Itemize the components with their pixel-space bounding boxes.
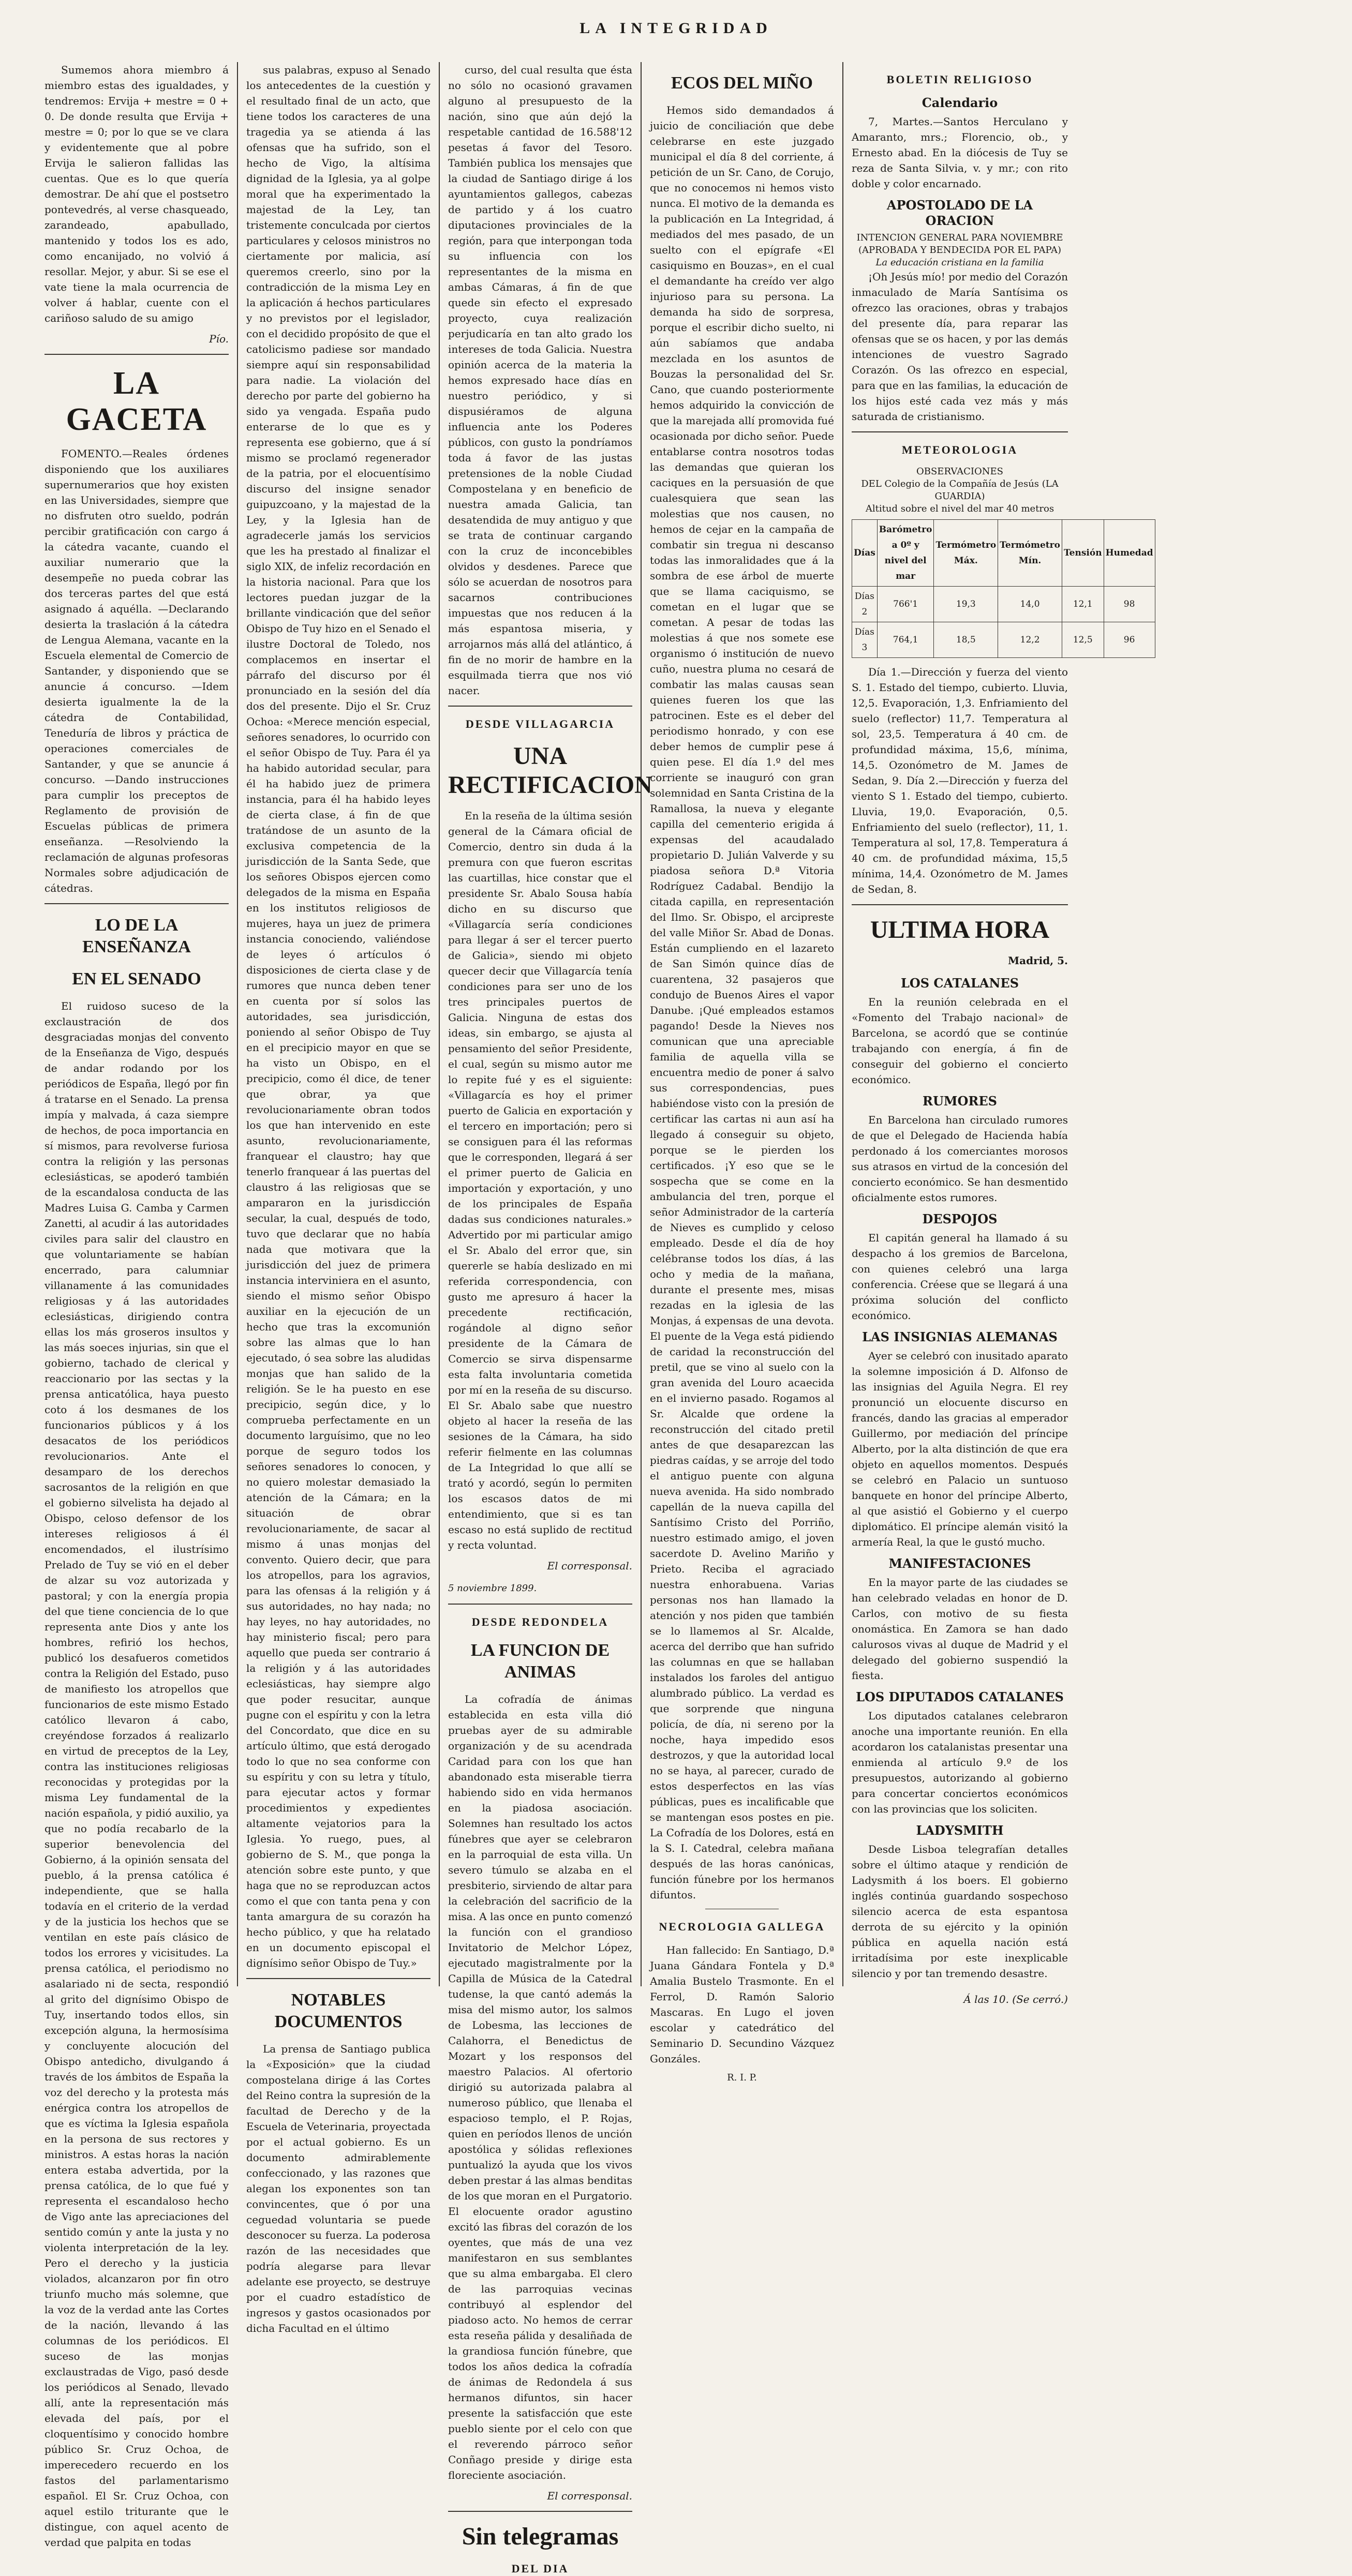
animas-text: La cofradía de ánimas establecida en esta villa dió pruebas ayer de su admirable organización y de su acendrada Caridad para con los que han abandonado esta miserable tierra habiendo sido en vida hermanos en la piadosa asociación. Solemnes han resultado los actos fúnebres que ayer se celebraron en la parroquial de esta villa. Un severo túmulo se alzaba en el presbiterio, sirviendo de altar para la celebración del sacrificio de la misa. A las once en punto comenzó la función con el grandioso Invitatorio de Melchor López, ejecutado magistralmente por la Capilla de Música de la Catedral tudense, la que cantó además la misa del mismo autor, los salmos de Lobesma, las lecciones de Calahorra, el Benedictus de Mozart y los responsos del maestro Palacios. Al ofertorio dirigió su autorizada palabra al numeroso público, que llenaba el espacioso templo, el P. Rojas, quien en períodos llenos de unción apostólica y sólidas reflexiones puntualizó la ayuda que los vivos deben prestar á las almas benditas de los que moran en el Purgatorio. El elocuente orador agustino excitó las fibras del corazón de los oyentes, que más de una vez manifestaron en sus semblantes que su alma embargaba. El clero de las parroquias vecinas contribuyó al esplendor del piadoso acto. No hemos de cerrar esta reseña pálida y desaliñada de la grandiosa función fúnebre, que todos los años dedica la cofradía de ánimas de Redondela á sus hermanos difuntos, sin hacer presente la satisfacción que este pueblo siente por el celo con que el reverendo párroco señor Conñago preside y dirige esta floreciente asociación.: [448, 1693, 632, 2481]
apostolado-text: ¡Oh Jesús mío! por medio del Corazón inmaculado de María Santísima os ofrezco las oraciones, obras y trabajos del presente día, para reparar las ofensas que se os hacen, y por las demás intenciones de vuestro Sagrado Corazón. Os las ofrezco en especial, para que en las familias, la educación de los hijos esté cada vez más y más saturada de cristianismo.: [852, 271, 1068, 423]
weather-cell: 766'1: [877, 587, 934, 622]
weather-cell: 96: [1104, 622, 1155, 658]
weather-cell: Días 2: [852, 587, 878, 622]
weather-header-cell: Humedad: [1104, 520, 1155, 587]
despojos-text: El capitán general ha llamado á su despacho á los gremios de Barcelona, con quienes celebró una larga conferencia. Créese que se llegará á una próxima solución del conflicto económico.: [852, 1232, 1068, 1322]
ladysmith-title: LADYSMITH: [916, 1823, 1004, 1838]
weather-cell: 12,1: [1062, 587, 1104, 622]
weather-row: [852, 622, 1155, 658]
weather-header-cell: Tensión: [1062, 520, 1104, 587]
diputados-text: Los diputados catalanes celebraron anoche una importante reunión. En ella acordaron los catalanistas presentar una enmienda al artículo 9.º de los presupuestos, autorizando al gobierno para concertar conciertos económicos con las provincias que los soliciten.: [852, 1710, 1068, 1815]
weather-text: Día 1.—Dirección y fuerza del viento S. 1. Estado del tiempo, cubierto. Lluvia, 12,5. Evaporación, 1,3. Enfriamiento del suelo (reflector) 11,7. Temperatura al sol, 23,5. Temperatura á 40 cm. de profundidad máxima, 15,6, mínima, 14,5. Ozonómetro de M. James de Sedan, 9. Día 2.—Dirección y fuerza del viento S 1. Estado del tiempo, cubierto. Lluvia, 19,0. Evaporación, 0,5. Enfriamiento del suelo (reflector), 11, 1. Temperatura al sol, 17,8. Temperatura á 40 cm. de profundidad máxima, 15,5 mínima, 14,4. Ozonómetro de M. James de Sedan, 8.: [852, 666, 1068, 895]
column-5: [843, 62, 1153, 2005]
manifestaciones-title: MANIFESTACIONES: [888, 1556, 1031, 1571]
column-3: [440, 62, 652, 2575]
rectificacion-signature: El corresponsal.: [547, 1560, 632, 1572]
observaciones-subtitle: DEL Colegio de la Compañía de Jesús (LA GUARDIA): [861, 478, 1059, 502]
animas-signature: El corresponsal.: [547, 2490, 632, 2502]
weather-cell: 98: [1104, 587, 1155, 622]
telegramas-heading: Sin telegramas: [462, 2523, 619, 2550]
divider: [246, 1978, 430, 1979]
divider: [448, 706, 632, 707]
weather-header-cell: Termómetro Mín.: [998, 520, 1062, 587]
weather-header-row: [852, 520, 1155, 587]
divider: [852, 431, 1068, 432]
calendario-title: Calendario: [922, 95, 998, 110]
weather-header-cell: Termómetro Máx.: [934, 520, 998, 587]
weather-cell: 18,5: [934, 622, 998, 658]
apostolado-intencion: La educación cristiana en la familia: [875, 257, 1044, 268]
ensenanza-text: El ruidoso suceso de la exclaustración de dos desgraciadas monjas del convento de la Enseñanza de Vigo, después de andar rodando por los periódicos de España, llegó por fin á tratarse en el Senado. La prensa impía y malvada, á caza siempre de hechos, de poca importancia en sí mismos, para revolverse furiosa contra la religión y las personas eclesiásticas, se apoderó también de la escandalosa conducta de las Madres Luisa G. Camba y Carmen Zanetti, al acudir á las autoridades civiles para salir del claustro en que voluntariamente se habían encerrado, para calumniar villanamente á las comunidades religiosas y á las autoridades eclesiásticas, dirigiendo contra ellas los más groseros insultos y las más soeces injurias, sin que el gobierno, tachado de clerical y reaccionario por las sectas y la prensa anticatólica, haya puesto coto á los desmanes de los funcionarios públicos y á los desacatos de los periódicos revolucionarios. Ante el desamparo de los derechos sacrosantos de la religión en que el gobierno silvelista ha dejado al Obispo, celoso defensor de los intereses religiosos á él encomendados, el ilustrísimo Prelado de Tuy se vió en el deber de alzar su voz autorizada y pastoral; y con la energía propia del que tiene conciencia de lo que representa ante Dios y ante los hombres, refirió los hechos, publicó los desafueros cometidos contra la Religión del Estado, puso de manifiesto los atropellos que funcionarios de este mismo Estado católico llevaron á cabo, creyéndose forzados á realizarlo en virtud de preceptos de la Ley, contra las instituciones religiosas reconocidas y protegidas por la misma Ley fundamental de la nación española, y pidió auxilio, ya que no podía recabarlo de la superior benevolencia del Gobierno, á la opinión sensata del pueblo, á la prensa católica é independiente, que se halla todavía en el criterio de la verdad y de la justicia los hechos que se ventilan en este país clásico de todos los errores y vicisitudes. La prensa católica, el periodismo no asalariado ni de secta, respondió al grito del dignísimo Obispo de Tuy, insertando todos ellos, sin excepción alguna, la hermosísima y concluyente alocución del Obispo antedicho, divulgando á través de los ámbitos de España la voz del derecho y la protesta más enérgica contra los atropellos de que es víctima la Iglesia española en la persona de sus rectores y ministros. A estas horas la nación entera estaba advertida, por la prensa católica, de lo que fué y representa el escandaloso hecho de Vigo ante las apreciaciones del sentido común y ante la justa y no violenta interpretación de la ley. Pero el derecho y la justicia violados, alcanzaron por fin otro triunfo mucho más solemne, que la voz de la verdad ante las Cortes de la nación, llevando á las columnas de los periódicos. El suceso de las monjas exclaustradas de Vigo, pasó desde los periódicos al Senado, llevado allí, ante la representación más elevada del país, por el cloquentísimo y conocido hombre público Sr. Cruz Ochoa, de imperecedero recuerdo en los fastos del parlamentarismo español. El Sr. Cruz Ochoa, con aquel estilo triturante que le distingue, con aquel acento de verdad que palpita en todas: [44, 1000, 229, 2549]
insignias-text: Ayer se celebró con inusitado aparato la solemne imposición á D. Alfonso de las insignias del Aguila Negra. El rey pronunció un elocuente discurso en francés, dando las gracias al emperador Guillermo, por mediación del príncipe Alberto, por la alta distinción de que era objeto en aquellos momentos. Después se celebró en Palacio un suntuoso banquete en honor del príncipe Alberto, al que asistió el Gobierno y el cuerpo diplomático. El príncipe alemán visitó la armería Real, la que le gustó mucho.: [852, 1350, 1068, 1548]
newspaper-title: LA INTEGRIDAD: [580, 20, 772, 37]
divider: [44, 354, 229, 355]
rumores-text: En Barcelona han circulado rumores de que el Delegado de Hacienda había perdonado á los comerciantes morosos sus atrasos en virtud de la concesión del concierto económico. Se han desmentido oficialmente estos rumores.: [852, 1114, 1068, 1204]
weather-table: [852, 519, 1155, 658]
weather-header-cell: Barómetro a 0º y nivel del mar: [877, 520, 934, 587]
weather-row: [852, 587, 1155, 622]
necrologia-heading: NECROLOGIA GALLEGA: [659, 1920, 825, 1933]
necrologia-rip: R. I. P.: [727, 2072, 757, 2083]
divider: [852, 904, 1068, 905]
weather-cell: 12,2: [998, 622, 1062, 658]
weather-cell: 14,0: [998, 587, 1062, 622]
redondela-dateline: DESDE REDONDELA: [471, 1615, 609, 1628]
ecos-heading: ECOS DEL MIÑO: [671, 73, 813, 93]
weather-cell: Días 3: [852, 622, 878, 658]
telegramas-subheading: DEL DIA: [511, 2562, 569, 2575]
masthead: [0, 0, 1352, 57]
observaciones-note: Altitud sobre el nivel del mar 40 metros: [865, 503, 1054, 514]
notables-heading: NOTABLES DOCUMENTOS: [274, 1990, 403, 2031]
villagarcia-dateline: DESDE VILLAGARCIA: [465, 717, 615, 730]
santiago-article-text: curso, del cual resulta que ésta no sólo no ocasionó gravamen alguno al presupuesto de la nación, sino que aún dejó la respetable cantidad de 16.588'12 pesetas á favor del Tesoro. También publica los mensajes que la ciudad de Santiago dirige á los ayuntamientos gallegos, cabezas de partido y á los cuatro diputaciones provinciales de la región, para que interpongan toda su influencia con los representantes de la misma en ambas Cámaras, á fin de que quede sin efecto el expresado proyecto, cuya realización perjudicaría en tan alto grado los intereses de toda Galicia. Nuestra opinión acerca de la materia la hemos expresado hace días en nuestro periódico, y si dispusiéramos de alguna influencia ante los Poderes públicos, con gusto la pondríamos toda á favor de las justas pretensiones de la noble Ciudad Compostelana y en beneficio de nuestra amada Galicia, tan desatendida de muy antiguo y que se trata de continuar cargando con la cruz de inconcebibles olvidos y desdenes. Parece que sólo se acuerdan de nosotros para sacarnos contribuciones impuestas que nos reducen á la más espantosa miseria, y arrojarnos más allá del atlántico, á fin de no morir de hambre en la esquilmada tierra que nos vió nacer.: [448, 64, 632, 697]
weather-cell: 764,1: [877, 622, 934, 658]
lead-article-signature: Pío.: [209, 333, 229, 345]
rectificacion-heading: UNA RECTIFICACION: [448, 742, 652, 799]
divider: [448, 2511, 632, 2512]
divider: [44, 903, 229, 904]
gaceta-text: FOMENTO.—Reales órdenes disponiendo que los auxiliares supernumerarios que hoy existen en las Universidades, siempre que no disfruten otro sueldo, podrán percibir gratificación con cargo á la cátedra vacante, cuando el auxiliar numerario que la desempeñe no pueda cobrar las dos terceras partes del que está asignado á aquélla. —Declarando desierta la traslación á la cátedra de Lengua Alemana, vacante en la Escuela elemental de Comercio de Santander, y disponiendo que se anuncie á concurso. —Idem desierta igualmente la de la cátedra de Contabilidad, Teneduría de libros y práctica de operaciones comerciales de Santander, y que se anuncie á concurso. —Dando instrucciones para cumplir los preceptos de Reglamento de provisión de Escuelas públicas de primera enseñanza. —Resolviendo la reclamación de algunas profesoras Normales sobre adjudicación de cátedras.: [44, 447, 229, 894]
ultima-hora-date: Madrid, 5.: [1007, 954, 1068, 967]
ensenanza-heading-line-1: LO DE LA ENSEÑANZA: [82, 916, 191, 956]
necrologia-text: Han fallecido: En Santiago, D.ª Juana Gándara Fontela y D.ª Amalia Bustelo Trasmonte. En el Ferrol, D. Ramón Salorio Mascaras. En Lugo el joven escolar y catedrático del Seminario D. Secundino Vázquez Gonzáles.: [650, 1944, 834, 2065]
lead-article-text: Sumemos ahora miembro á miembro estas des igualdades, y tendremos: Ervija + mestre = 0 + 0. De donde resulta que Ervija + mestre = 0; por lo que se ve clara y evidentemente que al pobre Ervija le salieron fallidas las cuentas. Que es lo que quería demostrar. De ahí que el postsetro pontevedrés, al verse chasqueado, zarandeado, apabullado, mantenido y todos los es ado, como encanijado, no volvió á resollar. Mejor, y abur. Si se ese el vate tiene la mala ocurrencia de volver á hablar, cuente con el cariñoso saludo de su amigo: [44, 64, 229, 324]
animas-heading: LA FUNCION DE ANIMAS: [470, 1641, 610, 1682]
rectificacion-date: 5 noviembre 1899.: [448, 1583, 537, 1594]
calendario-text: 7, Martes.—Santos Herculano y Amaranto, mrs.; Florencio, ob., y Ernesto abad. En la diócesis de Tuy se reza de Santa Silvia, v. y mr.; con rito doble y color encarnado.: [852, 115, 1068, 190]
diputados-title: LOS DIPUTADOS CATALANES: [856, 1689, 1064, 1704]
column-4: [642, 62, 843, 2083]
apostolado-subtitle: INTENCION GENERAL PARA NOVIEMBRE (APROBADA Y BENDECIDA POR EL PAPA): [856, 232, 1063, 256]
despojos-title: DESPOJOS: [922, 1211, 998, 1226]
rumores-title: RUMORES: [923, 1094, 997, 1109]
ultima-hora-heading: ULTIMA HORA: [870, 916, 1050, 943]
senado-article-text: sus palabras, expuso al Senado los antecedentes de la cuestión y el resultado final de un acto, que tiene todos los caracteres de una tragedia ya se atienda á las ofensas que ha sufrido, son el hecho de Vigo, la altísima dignidad de la Iglesia, ya al golpe moral que ha experimentado la majestad de la Ley, tan tristemente conculcada por ciertos particulares y celosos ministros no ciertamente por malicia, así queremos creerlo, sino por la contradicción de la misma Ley en la aplicación á hechos particulares y no previstos por el legislador, con el decidido propósito de que el catolicismo padiese sor mandado siempre aquí sin responsabilidad para nadie. La violación del derecho por parte del gobierno ha sido ya vengada. España pudo enterarse de lo que es y representa ese gobierno, que á sí mismo se proclamó regenerador de la patria, por el elocuentísimo discurso del insigne senador guipuzcoano, y la majestad de la Ley, y la Iglesia han de agradecerle jamás los servicios que les ha prestado al finalizar el siglo XIX, de infeliz recordación en la historia nacional. Para que los lectores puedan juzgar de la brillante vindicación que del señor Obispo de Tuy hizo en el Senado el ilustre Doctoral de Toledo, nos complacemos en insertar el párrafo del discurso por él pronunciado en la sesión del día dos del presente. Dijo el Sr. Cruz Ochoa: «Merece mención especial, señores senadores, lo ocurrido con el señor Obispo de Tuy. Para él ya ha habido autoridad secular, para él ha habido juez de primera instancia, para él ha habido leyes de cierta clase, á fin de que tratándose de un asunto de la exclusiva competencia de la jurisdicción de la Santa Sede, que los señores Obispos ejercen como delegados de la misma en España en los institutos religiosos de mujeres, haya un juez de primera instancia conociendo, valiéndose de leyes ó artículos ó disposiciones de cierta clase y de rumores que nunca deben tener en cuenta por sí solos las autoridades, sea jurisdicción, poniendo al señor Obispo de Tuy en el precipicio mayor en que se ha visto un Obispo, en el precipicio, como él dice, de tener que obrar, ya que revolucionariamente obran todos los que han intervenido en este asunto, revolucionariamente, franquear el claustro; hay que tenerlo franquear á las puertas del claustro á las religiosas que se ampararon en la jurisdicción secular, la cual, después de todo, tuvo que declarar que no había nada que motivara que la jurisdicción del juez de primera instancia interviniera en el asunto, siendo el mismo señor Obispo auxiliar en la ejecución de un hecho que tras la excomunión sobre las almas que lo han ejecutado, ó sea sobre las aludidas monjas que han salido de la religión. Se le ha puesto en ese precipicio, según dice, y lo comprueba perfectamente en un documento larguísimo, que no leo porque de seguro todos los señores senadores lo conocen, y no quiero molestar demasiado la atención de la Cámara; en la situación de obrar revolucionariamente, de sacar al mismo á unas monjas del convento. Quiero decir, que para los atropellos, para los agravios, para las ofensas á la religión y á sus autoridades, no hay nada; no hay leyes, no hay autoridades, no hay ministerio fiscal; pero para aquello que pueda ser contrario á la religión y á las autoridades eclesiásticas, hay siempre algo que poder resucitar, aunque pugne con el espíritu y con la letra del Concordato, que dice en su artículo último, que está derogado todo lo que no sea conforme con su espíritu y con su letra y título, para ejecutar actos y formar procedimientos y expedientes altamente vejatorios para la Iglesia. Yo ruego, pues, al gobierno de S. M., que ponga la atención sobre este punto, y que haga que no se reproduzcan actos como el que con tanta pena y con tanta amargura de su corazón ha hecho público, y que ha relatado en un documento episcopal el dignísimo señor Obispo de Tuy.»: [246, 64, 430, 1969]
meteorologia-heading: METEOROLOGIA: [901, 443, 1018, 456]
weather-cell: 12,5: [1062, 622, 1104, 658]
observaciones-title: OBSERVACIONES: [916, 466, 1003, 477]
notables-text: La prensa de Santiago publica la «Exposición» que la ciudad compostelana dirige á las Cortes del Reino contra la supresión de la facultad de Derecho y de la Escuela de Veterinaria, proyectada por el actual gobierno. Es un documento admirablemente confeccionado, y las razones que alegan los exponentes son tan convincentes, que ó por una ceguedad voluntaria se puede desconocer su fuerza. La poderosa razón de las necesidades que podría alegarse para llevar adelante ese proyecto, se destruye por el cuadro estadístico de ingresos y gastos ocasionados por dicha Facultad en el último: [246, 2043, 430, 2334]
catalanes-text: En la reunión celebrada en el «Fomento del Trabajo nacional» de Barcelona, se acordó que se continúe trabajando con energía, á fin de conseguir del gobierno el concierto económico.: [852, 996, 1068, 1086]
apostolado-title: APOSTOLADO DE LA ORACION: [886, 198, 1033, 228]
newspaper-columns: [36, 62, 1319, 2575]
ending-line: Á las 10. (Se cerró.): [963, 1993, 1068, 2005]
divider: [448, 1604, 632, 1605]
column-2: [238, 62, 440, 2334]
weather-cell: 19,3: [934, 587, 998, 622]
boletin-heading: BOLETIN RELIGIOSO: [886, 73, 1033, 86]
insignias-title: LAS INSIGNIAS ALEMANAS: [862, 1329, 1058, 1344]
ecos-text: Hemos sido demandados á juicio de conciliación que debe celebrarse en este juzgado municipal el día 8 del corriente, á petición de un Sr. Cano, de Corujo, que no conocemos ni hemos visto nunca. El motivo de la demanda es la publicación en La Integridad, á mediados del mes pasado, de un suelto con el epígrafe «El casiquismo en Bouzas», en el cual el demandante ha creído ver algo injurioso para su persona. La demanda ha sido de sorpresa, porque el escribir dicho suelto, ni aún sabíamos que andaba mezclada en los asuntos de Bouzas la personalidad del Sr. Cano, que cuando posteriormente hemos adquirido la convicción de que la marejada allí promovida fué ocasionada por dicho señor. Puede entablarse contra nosotros todas las demandas que quieran los caciques en la persuasión de que cualesquiera que sean las molestias que nos causen, no hemos de cejar en la campaña de combatir sin tregua ni descanso todas las inmoralidades que á la sombra de ese árbol de muerte que se llama caciquismo, se cometan en el lugar que se cometan. A pesar de todas las molestias á que nos somete ese organismo ó institución de nuevo cuño, nuestra pluma no cesará de combatir las malas causas sean quienes fueren los que las patrocinen. Este es el deber del periodismo honrado, y con ese deber hemos de cumplir pese á quien pese. El día 1.º del mes corriente se inauguró con gran solemnidad en Santa Cristina de la Ramallosa, la nueva y elegante capilla del cementerio erigida á expensas del acaudalado propietario D. Julián Valverde y su piadosa señora D.ª Vitoria Rodríguez Cadabal. Bendijo la citada capilla, en representación del Ilmo. Sr. Obispo, el arcipreste del valle Miñor Sr. Abad de Donas. Están cumpliendo en el lazareto de San Simón quince días de cuarentena, 32 pasajeros que condujo de Buenos Aires el vapor Danube. ¡Qué empleados estamos pagando! Desde la Nieves nos comunican que una apreciable familia de aquella villa se encuentra medio de poner á salvo sus correspondencias, pues habiéndose visto con la presión de certificar las cartas ni aun así ha llegado á conseguir su objeto, porque se le pierden los certificados. ¡Y eso que se le sospecha que se come en la ambulancia del tren, porque el señor Administrador de la cartería de Nieves es cumplido y celoso empleado. Desde el día de hoy celébranse todos los días, á las ocho y media de la mañana, durante el presente mes, misas rezadas en la iglesia de las Monjas, á expensas de una devota. El puente de la Vega está pidiendo de caridad la reconstrucción del pretil, que se vino al suelo con la gran avenida del Louro acaecida en el invierno pasado. Rogamos al Sr. Alcalde que ordene la reconstrucción del citado pretil antes de que desaparezcan las piedras caídas, y se arroje del todo el antiguo puente con alguna nueva avenida. Ha sido nombrado capellán de la nueva capilla del Santísimo Cristo del Porriño, nuestro estimado amigo, el joven sacerdote D. Avelino Mariño y Prieto. Reciba el agraciado nuestra enhorabuena. Varias personas nos han llamado la atención y nos piden que también se lo llamemos al Sr. Alcalde, acerca del derribo que han sufrido las columnas en que se hallaban instalados los faroles del antiguo alumbrado público. La verdad es que sorprende que ninguna policía, de día, ni sereno por la noche, haya impedido esos destrozos, y que la autoridad local no se haya, al parecer, curado de estos desperfectos en las vías públicas, pues es incalificable que se mantengan esos postes en pie. La Cofradía de los Dolores, está en la S. I. Catedral, celebra mañana después de las horas canónicas, función fúnebre por los hermanos difuntos.: [650, 104, 834, 1901]
manifestaciones-text: En la mayor parte de las ciudades se han celebrado veladas en honor de D. Carlos, con motivo de su fiesta onomástica. En Zamora se han dado calurosos vivas al duque de Madrid y el delegado del gobierno suspendió la fiesta.: [852, 1576, 1068, 1682]
rectificacion-text: En la reseña de la última sesión general de la Cámara oficial de Comercio, dentro sin duda á la premura con que fueron escritas las cuartillas, hice constar que el presidente Sr. Abalo Sousa había dicho en su discurso que «Villagarcía sería condiciones para llegar á ser el tercer puerto de Galicia», siendo mi objeto quecer decir que Villagarcía tenía condiciones para ser uno de los tres principales puertos de Galicia. Ninguna de estas dos ideas, sin embargo, se ajusta al pensamiento del señor Presidente, el cual, según su mismo autor me lo repite fué y es el siguiente: «Villagarcía es hoy el primer puerto de Galicia en exportación y el tercero en importación; pero si se consiguen para él las reformas que le corresponden, llegará á ser el primer puerto de Galicia en importación y exportación, y uno de los principales de España dadas sus condiciones naturales.» Advertido por mi particular amigo el Sr. Abalo del error que, sin quererle se había deslizado en mi referida correspondencia, con gusto me apresuro á hacer la precedente rectificación, rogándole al digno señor presidente de la Cámara de Comercio se sirva dispensarme esta falta involuntaria cometida por mí en la reseña de su discurso. El Sr. Abalo sabe que nuestro objeto al hacer la reseña de las sesiones de la Cámara, ha sido referir fielmente en las columnas de La Integridad lo que allí se trató y acordó, según lo permiten los escasos datos de mi entendimiento, que si es tan escaso no está suplido de rectitud y recta voluntad.: [448, 810, 632, 1551]
catalanes-title: LOS CATALANES: [900, 976, 1019, 991]
ladysmith-text: Desde Lisboa telegrafían detalles sobre el último ataque y rendición de Ladysmith á los boers. El gobierno inglés continúa guardando sospechoso silencio acerca de esta espantosa derrota de su ejército y la opinión pública en aquella nación está irritadísima por este inexplicable silencio y por tan tremendo desastre.: [852, 1843, 1068, 1980]
gaceta-heading: LA GACETA: [66, 366, 207, 437]
ensenanza-heading-line-2: EN EL SENADO: [72, 969, 201, 989]
weather-header-cell: Días: [852, 520, 878, 587]
column-1: [36, 62, 238, 2549]
